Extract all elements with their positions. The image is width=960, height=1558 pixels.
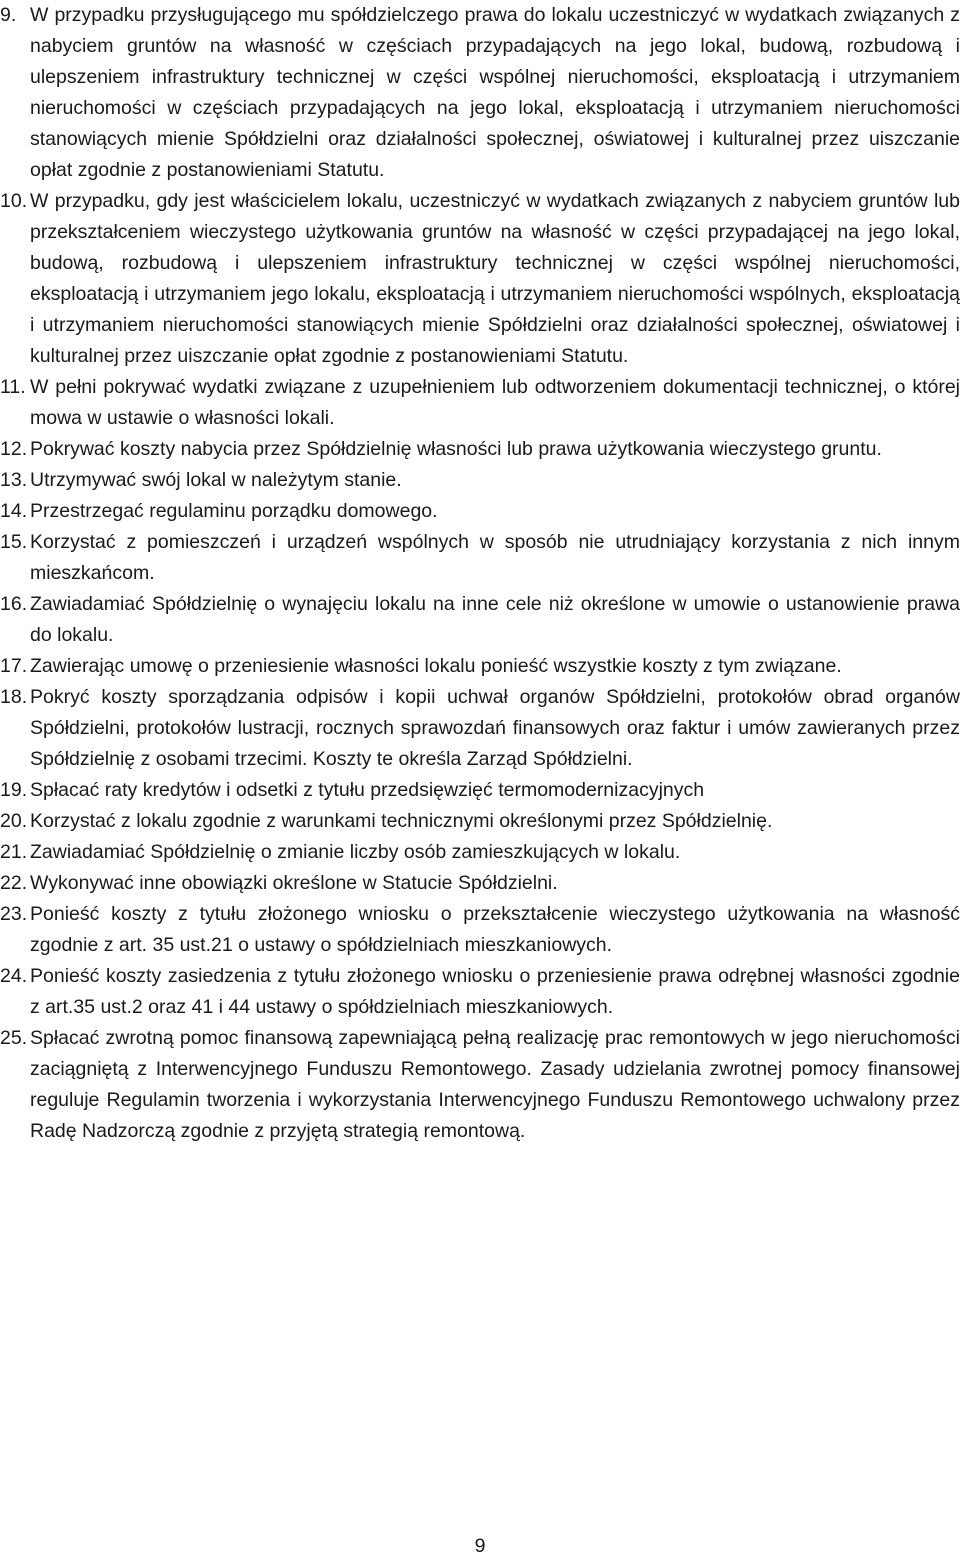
item-text: W przypadku przysługującego mu spółdzielczego prawa do lokalu uczestniczyć w wydatkach związanych z nabyciem gruntów na własność w częściach przypadających na jego lokal, budową, rozbudową i ulepszeniem infrastruktury technicznej w części wspólnej nieruchomości, eksploatacją i utrzymaniem nieruchomości w częściach przypadających na jego lokal, eksploatacją i utrzymaniem nieruchomości stanowiących mienie Spółdzielni oraz działalności społecznej, oświatowej i kulturalnej przez uiszczanie opłat zgodnie z postanowieniami Statutu. — [30, 4, 960, 181]
list-item — [0, 496, 960, 527]
list-item — [0, 527, 960, 589]
item-number: 10. — [0, 190, 28, 212]
item-number: 23. — [0, 903, 28, 925]
list-item — [0, 589, 960, 651]
list-item — [0, 1023, 960, 1147]
list-item — [0, 372, 960, 434]
item-number: 22. — [0, 872, 28, 894]
list-item — [0, 837, 960, 868]
item-number: 17. — [0, 655, 28, 677]
list-item — [0, 868, 960, 899]
list-item — [0, 0, 960, 186]
item-text: Pokrywać koszty nabycia przez Spółdzielnię własności lub prawa użytkowania wieczystego gruntu. — [30, 438, 882, 460]
item-text: Wykonywać inne obowiązki określone w Statucie Spółdzielni. — [30, 872, 558, 894]
item-text: Zawiadamiać Spółdzielnię o zmianie liczby osób zamieszkujących w lokalu. — [30, 841, 681, 863]
list-item — [0, 465, 960, 496]
item-number: 12. — [0, 438, 28, 460]
item-text: Zawiadamiać Spółdzielnię o wynajęciu lokalu na inne cele niż określone w umowie o ustanowienie prawa do lokalu. — [30, 593, 960, 646]
list-item — [0, 899, 960, 961]
list-item — [0, 651, 960, 682]
item-text: Zawierając umowę o przeniesienie własności lokalu ponieść wszystkie koszty z tym związane. — [30, 655, 842, 677]
item-text: Utrzymywać swój lokal w należytym stanie. — [30, 469, 402, 491]
item-number: 24. — [0, 965, 28, 987]
item-number: 13. — [0, 469, 28, 491]
item-number: 25. — [0, 1027, 28, 1049]
item-text: Korzystać z lokalu zgodnie z warunkami technicznymi określonymi przez Spółdzielnię. — [30, 810, 773, 832]
list-item — [0, 186, 960, 372]
item-text: W przypadku, gdy jest właścicielem lokalu, uczestniczyć w wydatkach związanych z nabyciem gruntów lub przekształceniem wieczystego użytkowania gruntów na własność w części przypadającej na jego lokal, budową, rozbudową i ulepszeniem infrastruktury technicznej w części wspólnej nieruchomości, eksploatacją i utrzymaniem jego lokalu, eksploatacją i utrzymaniem nieruchomości wspólnych, eksploatacją i utrzymaniem nieruchomości stanowiących mienie Spółdzielni oraz działalności społecznej, oświatowej i kulturalnej przez uiszczanie opłat zgodnie z postanowieniami Statutu. — [30, 190, 960, 367]
item-number: 15. — [0, 531, 28, 553]
item-number: 21. — [0, 841, 28, 863]
item-text: Ponieść koszty z tytułu złożonego wniosku o przekształcenie wieczystego użytkowania na własność zgodnie z art. 35 ust.21 o ustawy o spółdzielniach mieszkaniowych. — [30, 903, 960, 956]
list-item — [0, 961, 960, 1023]
list-item — [0, 434, 960, 465]
list-item — [0, 682, 960, 775]
page-number: 9 — [474, 1535, 486, 1557]
item-number: 16. — [0, 593, 28, 615]
item-number: 11. — [0, 376, 26, 398]
item-text: Spłacać zwrotną pomoc finansową zapewniającą pełną realizację prac remontowych w jego nieruchomości zaciągniętą z Interwencyjnego Funduszu Remontowego. Zasady udzielania zwrotnej pomocy finansowej reguluje Regulamin tworzenia i wykorzystania Interwencyjnego Funduszu Remontowego uchwalony przez Radę Nadzorczą zgodnie z przyjętą strategią remontową. — [30, 1027, 960, 1142]
item-text: Spłacać raty kredytów i odsetki z tytułu przedsięwzięć termomodernizacyjnych — [30, 779, 705, 801]
item-number: 19. — [0, 779, 28, 801]
item-text: Korzystać z pomieszczeń i urządzeń wspólnych w sposób nie utrudniający korzystania z nich innym mieszkańcom. — [30, 531, 960, 584]
item-text: Ponieść koszty zasiedzenia z tytułu złożonego wniosku o przeniesienie prawa odrębnej własności zgodnie z art.35 ust.2 oraz 41 i 44 ustawy o spółdzielniach mieszkaniowych. — [30, 965, 960, 1018]
item-text: Przestrzegać regulaminu porządku domowego. — [30, 500, 438, 522]
list-item — [0, 775, 960, 806]
item-number: 18. — [0, 686, 28, 708]
item-text: W pełni pokrywać wydatki związane z uzupełnieniem lub odtworzeniem dokumentacji technicznej, o której mowa w ustawie o własności lokali. — [30, 376, 960, 429]
item-number: 14. — [0, 500, 28, 522]
item-number: 9. — [0, 4, 17, 26]
list-item — [0, 806, 960, 837]
item-number: 20. — [0, 810, 28, 832]
item-text: Pokryć koszty sporządzania odpisów i kopii uchwał organów Spółdzielni, protokołów obrad organów Spółdzielni, protokołów lustracji, rocznych sprawozdań finansowych oraz faktur i umów zawieranych przez Spółdzielnię z osobami trzecimi. Koszty te określa Zarząd Spółdzielni. — [30, 686, 960, 770]
